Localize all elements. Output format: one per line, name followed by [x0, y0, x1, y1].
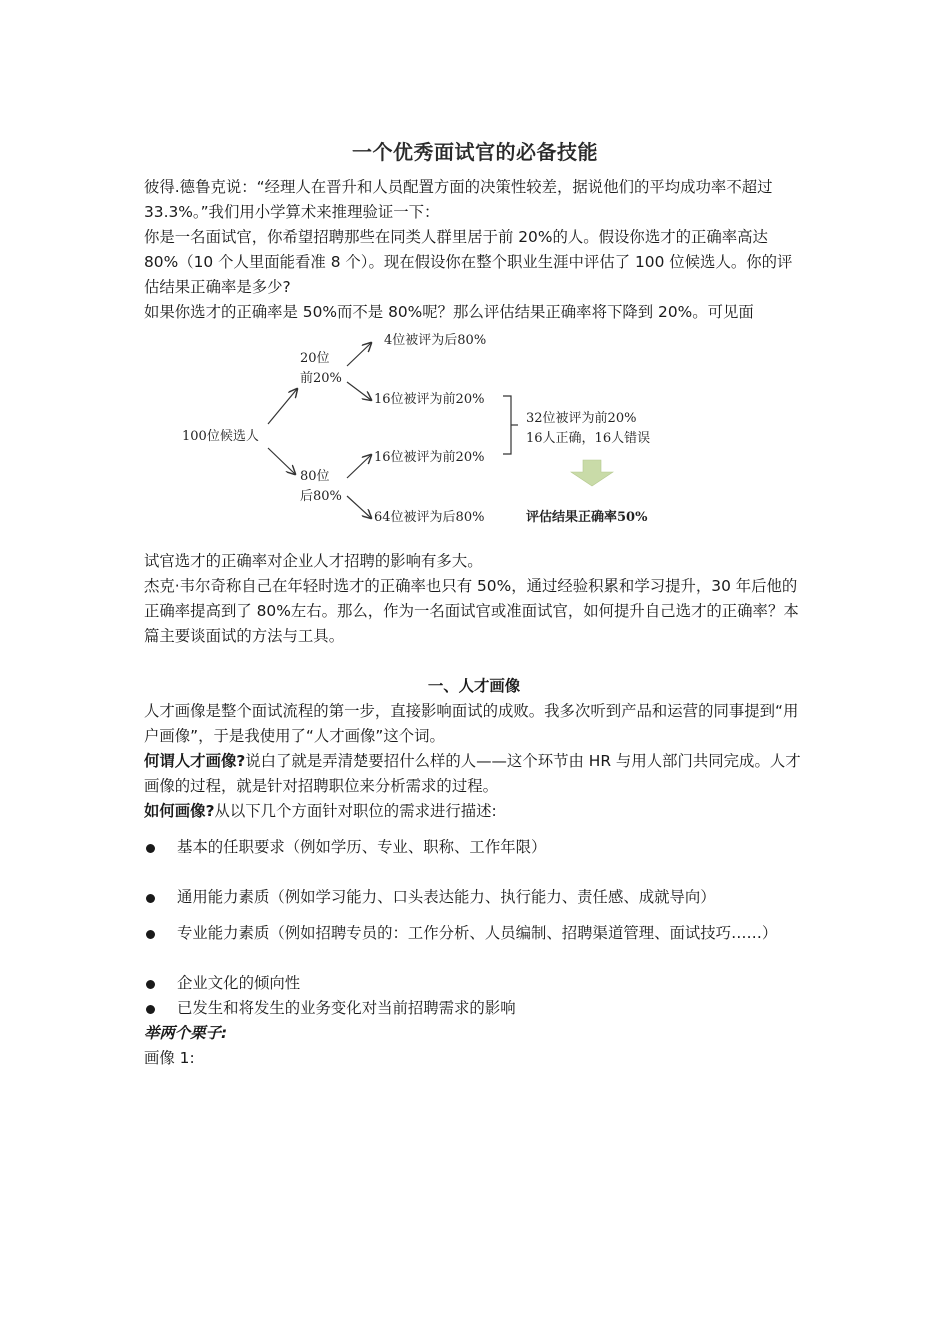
list-item-text: 企业文化的倾向性 — [177, 974, 301, 992]
question-1-text: 说白了就是弄清楚要招什么样的人——这个环节由 HR 与用人部门共同完成。人才画像的过程，就是针对招聘职位来分析需求的过程。 — [144, 752, 801, 795]
list-item-text: 专业能力素质（例如招聘专员的：工作分析、人员编制、招聘渠道管理、面试技巧……） — [177, 924, 778, 942]
intro-paragraph-2: 你是一名面试官，你希望招聘那些在同类人群里居于前 20%的人。假设你选才的正确率高达 80%（10 个人里面能看准 8 个）。现在假设你在整个职业生涯中评估了 100 位候选人。你的评估结果正确率是多少? — [144, 228, 793, 296]
down-arrow-icon — [571, 460, 613, 486]
arrow-root-bottom — [268, 448, 295, 474]
portrait-1-label: 画像 1: — [144, 1049, 195, 1067]
section-heading: 一、人才画像 — [427, 677, 521, 695]
arrow-top-leaf1 — [347, 343, 371, 366]
leaf-3: 16位被评为前20% — [374, 450, 485, 465]
selection-diagram — [170, 326, 690, 536]
question-2-bold: 如何画像? — [144, 802, 215, 820]
grouping-bracket — [503, 396, 511, 454]
question-2-text: 从以下几个方面针对职位的需求进行描述: — [214, 802, 497, 820]
after-paragraph-1: 试官选才的正确率对企业人才招聘的影响有多大。 — [144, 552, 483, 570]
intro-section — [144, 175, 804, 325]
bullet-icon — [146, 930, 155, 939]
arrow-bottom-leaf3 — [347, 455, 371, 478]
bullet-icon — [146, 894, 155, 903]
after-paragraph-2: 杰克·韦尔奇称自己在年轻时选才的正确率也只有 50%，通过经验积累和学习提升，30 年后他的正确率提高到了 80%左右。那么，作为一名面试官或准面试官，如何提升自己选才的正确率？本篇主要谈面试的方法与工具。 — [144, 577, 799, 645]
arrow-top-leaf2 — [347, 382, 371, 400]
arrow-root-top — [268, 389, 297, 424]
leaf-4: 64位被评为后80% — [374, 510, 485, 525]
leaf-1: 4位被评为后80% — [384, 333, 487, 348]
page-title: 一个优秀面试官的必备技能 — [352, 140, 598, 164]
leaf-2: 16位被评为前20% — [374, 392, 485, 407]
bullet-icon — [146, 1005, 155, 1014]
example-heading: 举两个栗子: — [144, 1024, 228, 1042]
bullet-icon — [146, 844, 155, 853]
list-item-text: 通用能力素质（例如学习能力、口头表达能力、执行能力、责任感、成就导向） — [177, 888, 716, 906]
list-item-text: 已发生和将发生的业务变化对当前招聘需求的影响 — [177, 999, 516, 1017]
top-branch-count: 20位 — [300, 351, 330, 366]
summary-line-1: 32位被评为前20% — [526, 411, 637, 426]
arrow-bottom-leaf4 — [347, 496, 371, 518]
section-paragraph-1: 人才画像是整个面试流程的第一步，直接影响面试的成败。我多次听到产品和运营的同事提到“用户画像”，于是我使用了“人才画像”这个词。 — [144, 702, 799, 745]
section-question-2 — [144, 799, 804, 824]
diagram-root-label: 100位候选人 — [182, 429, 259, 444]
summary-line-2: 16人正确，16人错误 — [526, 431, 651, 446]
talent-portrait-section — [144, 674, 804, 824]
bottom-branch-rank: 后80% — [300, 489, 342, 504]
intro-paragraph-3: 如果你选才的正确率是 50%而不是 80%呢？那么评估结果正确率将下降到 20%。可见面 — [144, 303, 754, 321]
after-diagram-section — [144, 549, 804, 649]
result-label: 评估结果正确率50% — [526, 510, 648, 525]
intro-paragraph-1: 彼得.德鲁克说：“经理人在晋升和人员配置方面的决策性较差，据说他们的平均成功率不超过 33.3%。”我们用小学算术来推理验证一下： — [144, 178, 773, 221]
bullet-icon — [146, 980, 155, 989]
question-1-bold: 何谓人才画像? — [144, 752, 246, 770]
top-branch-rank: 前20% — [300, 371, 342, 386]
examples-section — [144, 1021, 804, 1071]
bottom-branch-count: 80位 — [300, 469, 330, 484]
section-question-1 — [144, 749, 804, 799]
list-item-text: 基本的任职要求（例如学历、专业、职称、工作年限） — [177, 838, 547, 856]
